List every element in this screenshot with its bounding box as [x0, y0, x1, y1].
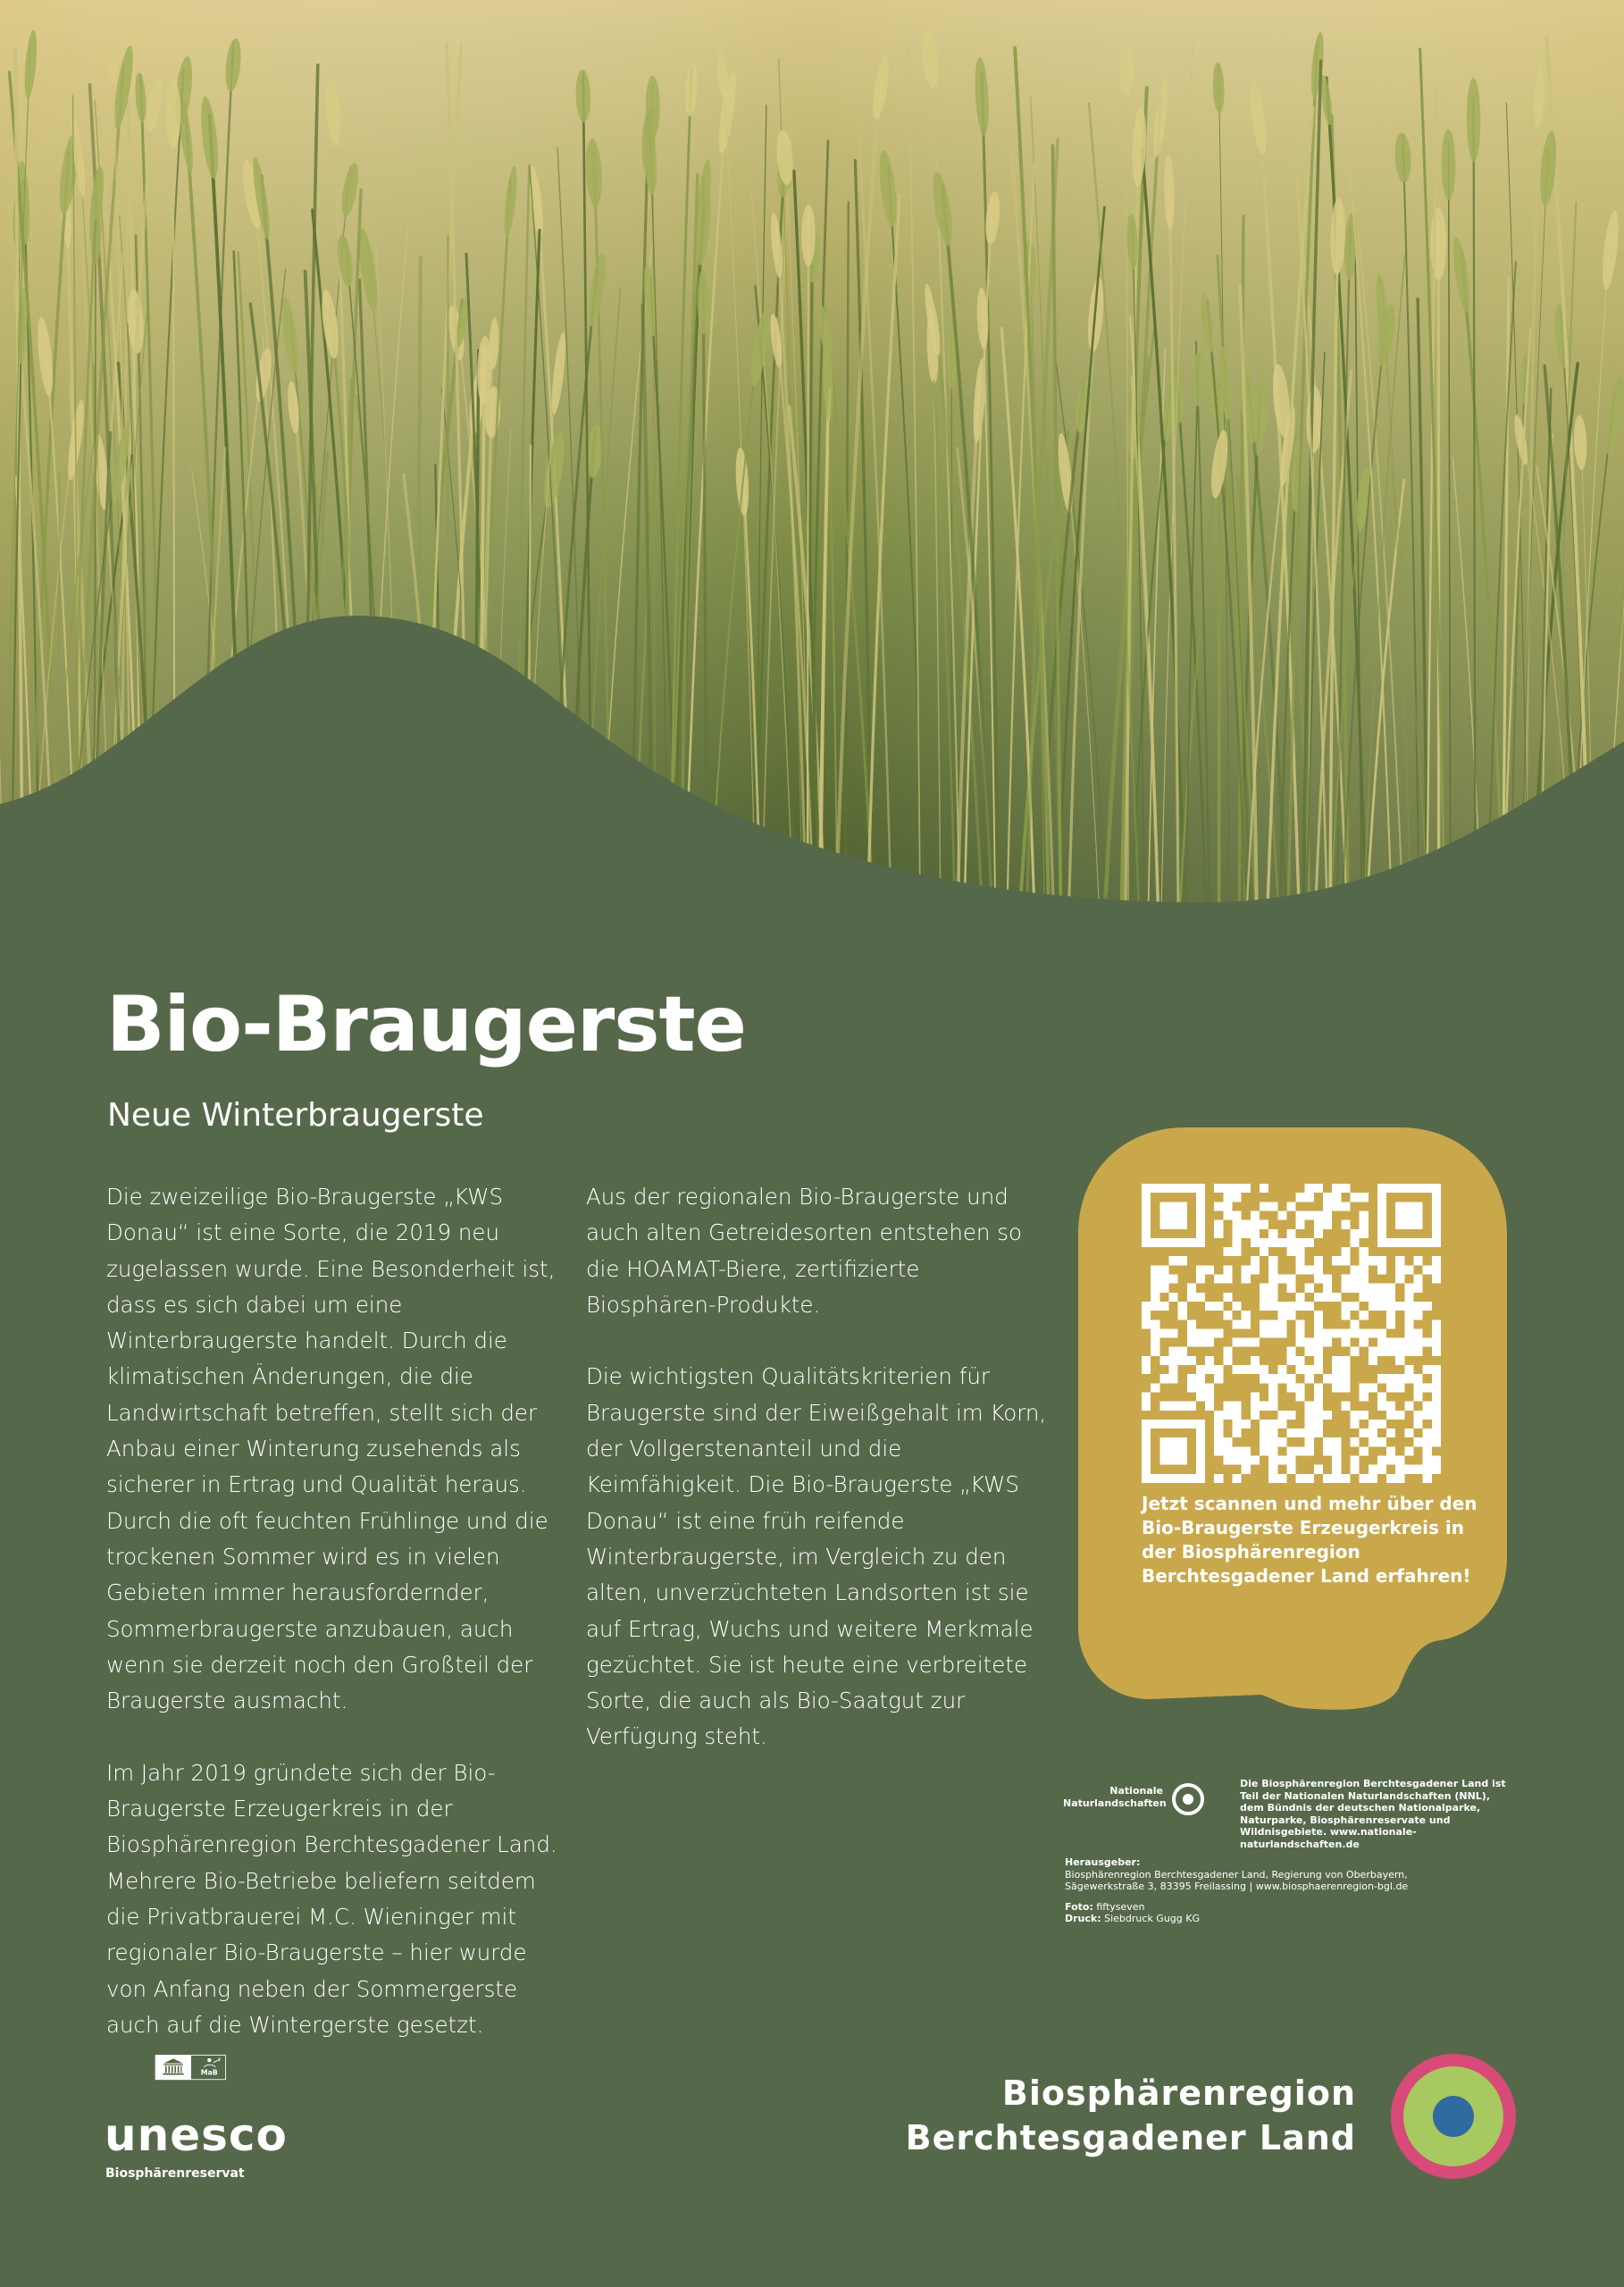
- druck-label: Druck:: [1065, 1913, 1101, 1924]
- paragraph: Die zweizeilige Bio-Braugerste „KWS Donau“ ist eine Sorte, die 2019 neu zugelassen wurde. Eine Besonderheit ist, dass es sich dabei um eine Winterbraugerste handelt. Durch die klimatischen Änderungen, die die Landwirtschaft betreffen, stellt sich der Anbau einer Winterung zusehends als sicherer in Ertrag und Qualität heraus. Durch die oft feuchten Frühlinge und die trockenen Sommer wird es in vielen Gebieten immer herausfordernder, Sommerbraugerste anzubauen, auch wenn sie derzeit noch den Großteil der Braugerste ausmacht.: [106, 1184, 556, 1714]
- nnl-circle-icon: [1170, 1781, 1206, 1817]
- unesco-logo: [105, 2055, 283, 2113]
- brand-line: Berchtesgadener Land: [905, 2118, 1356, 2157]
- publisher-info: [1065, 1856, 1494, 1925]
- mab-label: MaB: [200, 2068, 218, 2077]
- nnl-description: Die Biosphärenregion Berchtesgadener Land ist Teil der Nationalen Naturlandschaften (NNL), dem Bündnis der deutschen Nationalparke, Naturparke, Biosphärenreservate und Wildnisgebiete. www.nationale-naturlandschaften.de: [1240, 1778, 1506, 1850]
- paragraph: Aus der regionalen Bio-Braugerste und auch alten Getreidesorten entstehen so die HOAMAT-Biere, zertifizierte Biosphären-Produkte.: [586, 1184, 1022, 1318]
- hero-photo: [0, 0, 1624, 911]
- mab-icon: [204, 2057, 220, 2066]
- nnl-label-line: Nationale: [1109, 1785, 1163, 1797]
- nnl-label-line: Naturlandschaften: [1063, 1797, 1167, 1809]
- text-column-left: [106, 1179, 571, 2079]
- brand-name: [906, 2071, 1356, 2160]
- page-subtitle: Neue Winterbraugerste: [107, 1097, 484, 1134]
- publisher-heading: Herausgeber:: [1065, 1856, 1141, 1868]
- foto-label: Foto:: [1065, 1900, 1093, 1913]
- brand-line: Biosphärenregion: [1001, 2073, 1356, 2113]
- druck-value: Siebdruck Gugg KG: [1104, 1913, 1200, 1924]
- nnl-label: [1063, 1785, 1167, 1810]
- unesco-subtitle: Biosphärenreservat: [105, 2166, 245, 2181]
- text-column-right: [586, 1179, 1051, 1791]
- foto-value: fiftyseven: [1096, 1900, 1145, 1913]
- qr-code-icon[interactable]: [1142, 1184, 1441, 1483]
- nnl-info: [1063, 1778, 1510, 1850]
- publisher-line: Sägewerkstraße 3, 83395 Freilassing | www.biosphaerenregion-bgl.de: [1065, 1881, 1409, 1892]
- paragraph: Im Jahr 2019 gründete sich der Bio-Braugerste Erzeugerkreis in der Biosphärenregion Berchtesgadener Land. Mehrere Bio-Betriebe beliefern seitdem die Privatbrauerei M.C. Wieninger mit regionaler Bio-Braugerste – hier wurde von Anfang neben der Sommergerste auch auf die Wintergerste gesetzt.: [106, 1759, 557, 2038]
- publisher-line: Biosphärenregion Berchtesgadener Land, Regierung von Oberbayern,: [1065, 1868, 1408, 1881]
- unesco-wordmark: unesco: [105, 2109, 288, 2161]
- page-title: Bio-Braugerste: [106, 980, 746, 1069]
- biosphere-region-logo-icon: [1390, 2053, 1517, 2180]
- qr-caption: Jetzt scannen und mehr über den Bio-Braugerste Erzeugerkreis in der Biosphärenregion Berchtesgadener Land erfahren!: [1142, 1493, 1478, 1587]
- wheat-field-photo: [0, 0, 1624, 911]
- paragraph: Die wichtigsten Qualitätskriterien für Braugerste sind der Eiweißgehalt im Korn, der Vollgerstenanteil und die Keimfähigkeit. Die Bio-Braugerste „KWS Donau“ ist eine früh reifende Winterbraugerste, im Vergleich zu den alten, unverzüchteten Landsorten ist sie auf Ertrag, Wuchs und weitere Merkmale gezüchtet. Sie ist heute eine verbreitete Sorte, die auch als Bio-Saatgut zur Verfügung steht.: [586, 1363, 1047, 1750]
